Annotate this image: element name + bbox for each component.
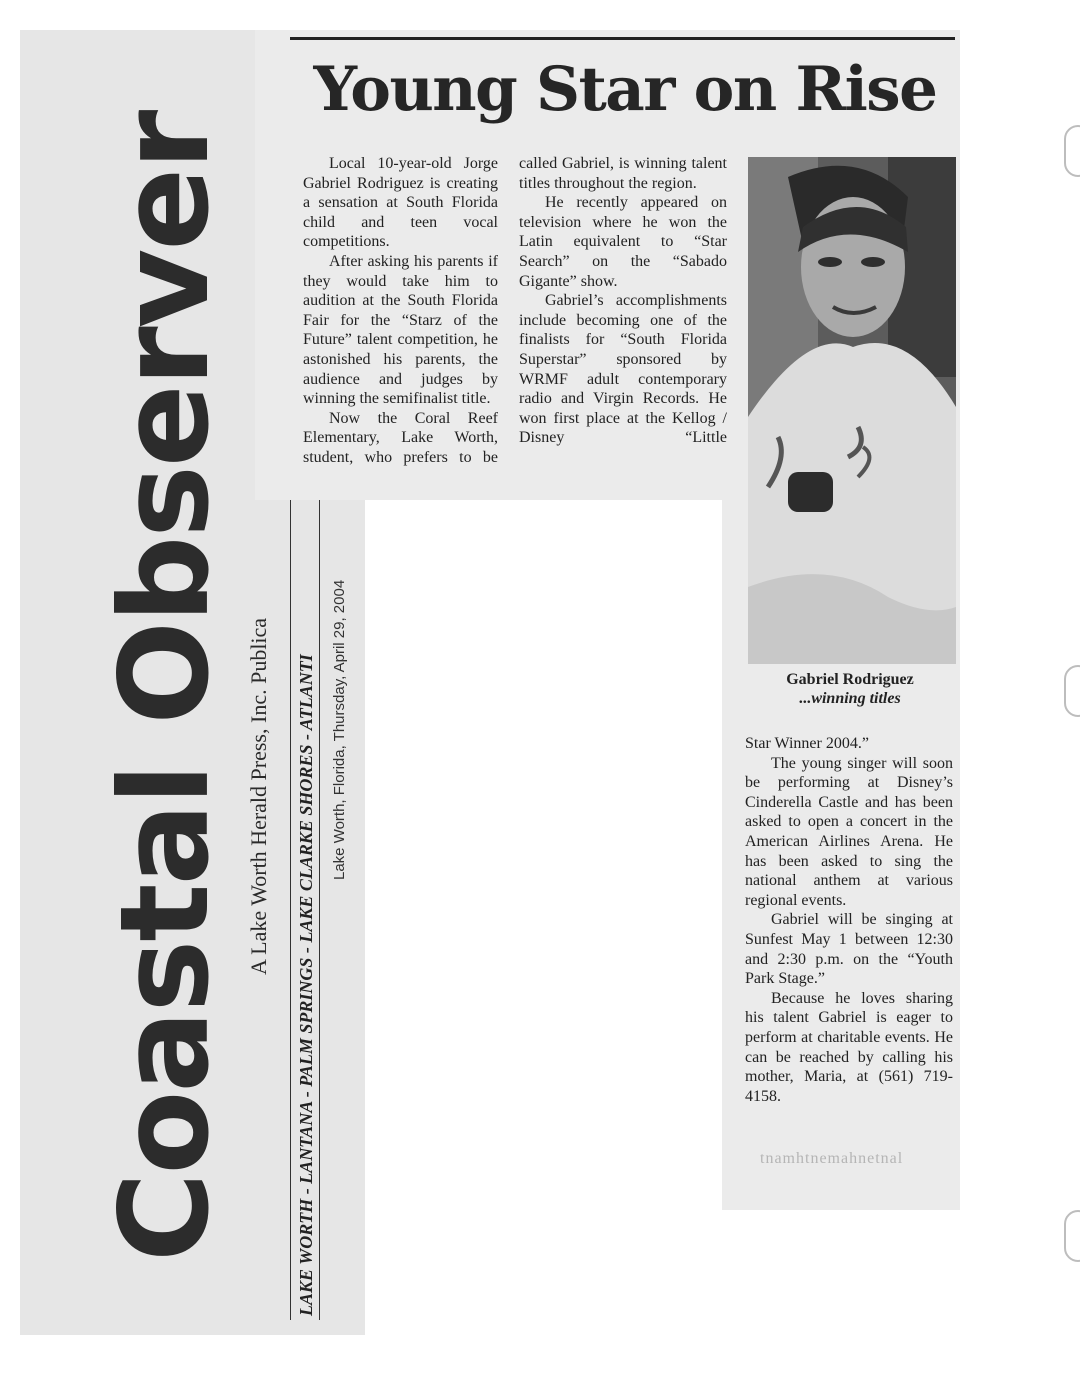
paragraph: called Gabriel, is winning talent titles throughout the region. (519, 155, 727, 192)
paragraph: He recently appeared on television where he won the Latin equivalent to “Star Search” on the “Sabado Gigante” show. (519, 194, 727, 290)
towns-line: LAKE WORTH - LANTANA - PALM SPRINGS - LAKE CLARKE SHORES - ATLANTI (290, 500, 320, 1320)
paragraph: Gabriel’s accomplishments include becoming one of the finalists for “South Florida Superstar” sponsored by WRMF adult contemporary radio and Virgin Records. He won first place at the Kellog / Disney “Little (519, 292, 727, 447)
paragraph: Local 10-year-old Jorge Gabriel Rodriguez is creating a sensation at South Florida child and teen vocal competitions. (303, 155, 498, 251)
paragraph: Now the Coral Reef Elementary, Lake Worth, student, who prefers to be (303, 409, 498, 466)
article-column-1 (303, 154, 498, 489)
binder-hole (1064, 125, 1080, 177)
caption-name: Gabriel Rodriguez (786, 671, 914, 688)
publisher-line: A Lake Worth Herald Press, Inc. Publica (246, 617, 271, 975)
dateline: Lake Worth, Florida, Thursday, April 29, 2004 (331, 579, 348, 880)
binder-hole (1064, 1210, 1080, 1262)
paragraph: Gabriel will be singing at Sunfest May 1 between 12:30 and 2:30 p.m. on the “Youth Park Stage.” (745, 911, 953, 988)
paragraph: Star Winner 2004.” (745, 735, 869, 752)
bleed-through-text: tnamhtnemahnetnal (760, 1150, 904, 1167)
headline-rule (290, 37, 955, 40)
caption-subtitle: ...winning titles (799, 690, 901, 707)
headline: Young Star on Rise (313, 54, 937, 125)
paragraph: Because he loves sharing his talent Gabriel is eager to perform at charitable events. He can be reached by calling his mother, Maria, at (561) 719-4158. (745, 989, 953, 1105)
article-column-2 (519, 154, 727, 489)
photo-caption (740, 670, 960, 708)
binder-hole (1064, 665, 1080, 717)
article-column-3 (745, 734, 953, 1144)
paragraph: After asking his parents if they would take him to audition at the South Florida Fair for the “Starz of the Future” talent competition, he astonished his parents, the audience and judges by winning the semifinalist title. (303, 252, 498, 408)
paragraph: The young singer will soon be performing at Disney’s Cinderella Castle and has been asked to open a concert in the American Airlines Arena. He has been asked to sing the national anthem at various regional events. (745, 754, 953, 909)
portrait-photo (748, 157, 956, 664)
newspaper-name: Coastal Observer (94, 111, 236, 1262)
